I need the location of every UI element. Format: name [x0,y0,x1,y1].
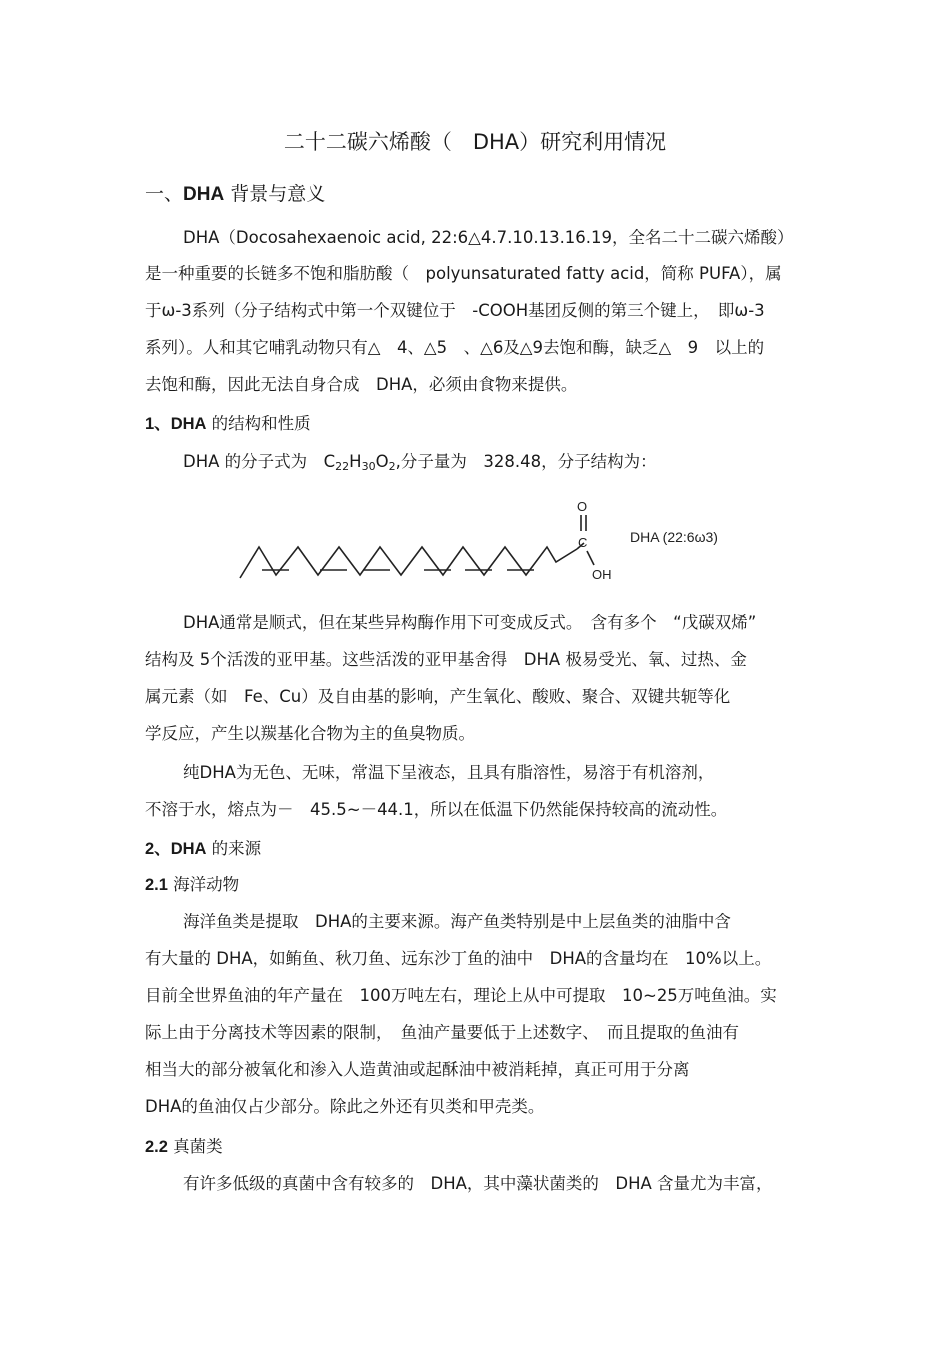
formula-subscript: 22 [335,460,350,473]
intro-line: 是一种重要的长链多不饱和脂肪酸（ polyunsaturated fatty acid，简称 PUFA），属 [145,264,782,283]
properties-line: 结构及 5个活泼的亚甲基。这些活泼的亚甲基舍得 DHA 极易受光、氧、过热、金 [145,650,747,669]
properties-line: 学反应，产生以羰基化合物为主的鱼臭物质。 [145,724,475,743]
intro-line: DHA（Docosahexaenoic acid, 22:6△4.7.10.13.16.19，全名二十二碳六烯酸） [183,228,794,247]
subsection-heading-1 [145,413,311,435]
formula-subscript: 2 [388,460,396,473]
marine-line: DHA的鱼油仅占少部分。除此之外还有贝类和甲壳类。 [145,1097,545,1116]
subsection-number: 2.2 [145,1138,168,1156]
subsection-title: 真菌类 [167,1137,223,1156]
formula-text: ,分子量为 328.48，分子结构为： [395,452,657,471]
marine-line: 海洋鱼类是提取 DHA的主要来源。海产鱼类特别是中上层鱼类的油脂中含 [183,912,731,931]
intro-line: 系列）。人和其它哺乳动物只有△ 4、△5 、△6及△9去饱和酶，缺乏△ 9 以上的 [145,338,765,357]
section-number: 一、 [145,183,184,205]
subsection-number: 2.1 [145,876,168,894]
formula-text: DHA 的分子式为 C [183,452,336,471]
dha-structure-diagram [232,495,752,595]
subsection-keyword: DHA [170,415,207,433]
fungi-line: 有许多低级的真菌中含有较多的 DHA，其中藻状菌类的 DHA 含量尤为丰富， [183,1174,773,1193]
marine-line: 相当大的部分被氧化和渗入人造黄油或起酥油中被消耗掉，真正可用于分离 [145,1060,690,1079]
subsection-title: 的结构和性质 [206,414,311,433]
hydroxyl-label: OH [592,567,612,582]
formula-subscript: 30 [361,460,376,473]
subsection-heading-2-2 [145,1136,223,1158]
section-keyword: DHA [183,184,225,205]
subsection-title: 海洋动物 [167,875,240,894]
carboxyl-oxygen-label: O [577,499,588,514]
subsection-keyword: DHA [170,840,207,858]
marine-line: 际上由于分离技术等因素的限制， 鱼油产量要低于上述数字、 而且提取的鱼油有 [145,1023,739,1042]
section-heading-1 [145,181,325,208]
subsection-title: 的来源 [206,839,262,858]
section-title: 背景与意义 [224,183,326,205]
subsection-number: 2、 [145,840,171,858]
formula-text: O [375,452,389,471]
subsection-heading-2 [145,838,261,860]
intro-line: 去饱和酶，因此无法自身合成 DHA，必须由食物来提供。 [145,375,578,394]
document-title: 二十二碳六烯酸（ DHA）研究利用情况 [283,130,667,154]
marine-line: 目前全世界鱼油的年产量在 100万吨左右，理论上从中可提取 10~25万吨鱼油。实 [145,986,777,1005]
intro-line: 于ω-3系列（分子结构式中第一个双键位于 -COOH基团反侧的第三个键上， 即ω-3 [145,301,765,320]
marine-line: 有大量的 DHA，如鲔鱼、秋刀鱼、远东沙丁鱼的油中 DHA的含量均在 10%以上。 [145,949,772,968]
subsection-heading-2-1 [145,874,239,896]
pure-dha-line: 纯DHA为无色、无味，常温下呈液态，且具有脂溶性，易溶于有机溶剂， [183,763,715,782]
carbon-chain [240,515,594,578]
subsection-number: 1、 [145,415,171,433]
formula-text: H [349,452,362,471]
formula-line [183,451,657,478]
properties-line: DHA通常是顺式，但在某些异构酶作用下可变成反式。 含有多个 “戊碳双烯” [183,613,757,632]
carboxyl-carbon-label: C [578,535,588,550]
pure-dha-line: 不溶于水，熔点为－ 45.5~－44.1，所以在低温下仍然能保持较高的流动性。 [145,800,728,819]
structure-caption: DHA (22:6ω3) [630,529,718,545]
properties-line: 属元素（如 Fe、Cu）及自由基的影响，产生氧化、酸败、聚合、双键共轭等化 [145,687,731,706]
